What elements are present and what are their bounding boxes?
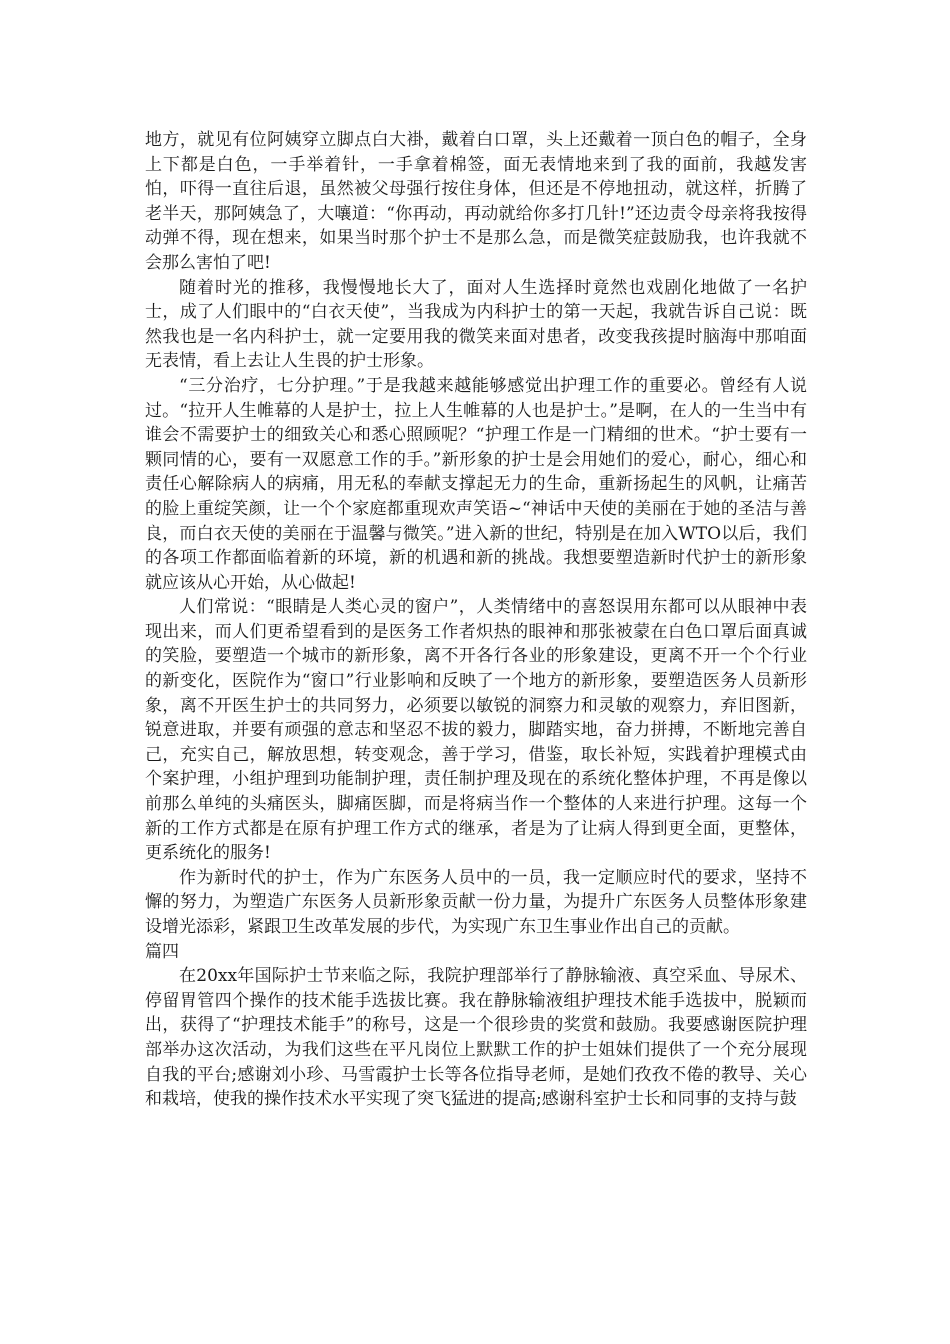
paragraph-2: 随着时光的推移，我慢慢地长大了，面对人生选择时竟然也戏剧化地做了一名护士，成了人们眼中的“白衣天使”，当我成为内科护士的第一天起，我就告诉自己说：既然我也是一名内科护士，就一定要用我的微笑来面对患者，改变我孩提时脑海中那咱面无表情，看上去让人生畏的护士形象。 — [145, 277, 807, 372]
paragraph-6: 在20xx年国际护士节来临之际，我院护理部举行了静脉输液、真空采血、导尿术、停留胃管四个操作的技术能手选拔比赛。我在静脉输液组护理技术能手选拔中，脱颖而出，获得了“护理技术能手”的称号，这是一个很珍贵的奖赏和鼓励。我要感谢医院护理部举办这次活动，为我们这些在平凡岗位上默默工作的护士姐妹们提供了一个充分展现自我的平台;感谢刘小珍、马雪霞护士长等各位指导老师，是她们孜孜不倦的教导、关心和栽培，使我的操作技术水平实现了突飞猛进的提高;感谢科室护士长和同事的支持与鼓 — [145, 966, 807, 1110]
section-heading: 篇四 — [145, 941, 179, 962]
paragraph-4: 人们常说：“眼睛是人类心灵的窗户”，人类情绪中的喜怒误用东都可以从眼神中表现出来，而人们更希望看到的是医务工作者炽热的眼神和那张被蒙在白色口罩后面真诚的笑脸，要塑造一个城市的新形象，离不开各行各业的形象建设，更离不开一个个行业的新变化，医院作为“窗口”行业影响和反映了一个地方的新形象，要塑造医务人员新形象，离不开医生护士的共同努力，必须要以敏锐的洞察力和灵敏的观察力，弃旧图新，锐意进取，并要有顽强的意志和坚忍不拔的毅力，脚踏实地，奋力拼搏，不断地完善自己，充实自己，解放思想，转变观念，善于学习，借鉴，取长补短，实践着护理模式由个案护理，小组护理到功能制护理，责任制护理及现在的系统化整体护理，不再是像以前那么单纯的头痛医头，脚痛医脚，而是将病当作一个整体的人来进行护理。这每一个新的工作方式都是在原有护理工作方式的继承，者是为了让病人得到更全面，更整体，更系统化的服务! — [145, 597, 807, 864]
paragraph-3: “三分治疗，七分护理。”于是我越来越能够感觉出护理工作的重要必。曾经有人说过。“拉开人生帷幕的人是护士，拉上人生帷幕的人也是护士。”是啊，在人的一生当中有谁会不需要护士的细致关心和悉心照顾呢？“护理工作是一门精细的世术。“护士要有一颗同情的心，要有一双愿意工作的手。”新形象的护士是会用她们的爱心，耐心，细心和责任心解除病人的病痛，用无私的奉献支撑起无力的生命，重新扬起生的风帆，让痛苦的脸上重绽笑颜，让一个个家庭都重现欢声笑语~“神话中天使的美丽在于她的圣洁与善良，而白衣天使的美丽在于温馨与微笑。”进入新的世纪，特别是在加入WTO以后，我们的各项工作都面临着新的环境，新的机遇和新的挑战。我想要塑造新时代护士的新形象就应该从心开始，从心做起! — [145, 375, 807, 593]
document-body — [145, 128, 807, 1112]
paragraph-1: 地方，就见有位阿姨穿立脚点白大褂，戴着白口罩，头上还戴着一顶白色的帽子，全身上下都是白色，一手举着针，一手拿着棉签，面无表情地来到了我的面前，我越发害怕，吓得一直往后退，虽然被父母强行按住身体，但还是不停地扭动，就这样，折腾了老半天，那阿姨急了，大嚷道：“你再动，再动就给你多打几针!”还边责令母亲将我按得动弹不得，现在想来，如果当时那个护士不是那么急，而是微笑症鼓励我，也许我就不会那么害怕了吧! — [145, 130, 807, 273]
paragraph-5: 作为新时代的护士，作为广东医务人员中的一员，我一定顺应时代的要求，坚持不懈的努力，为塑造广东医务人员新形象贡献一份力量，为提升广东医务人员整体形象建设增光添彩，紧跟卫生改革发展的步代，为实现广东卫生事业作出自己的贡献。 — [145, 867, 807, 937]
